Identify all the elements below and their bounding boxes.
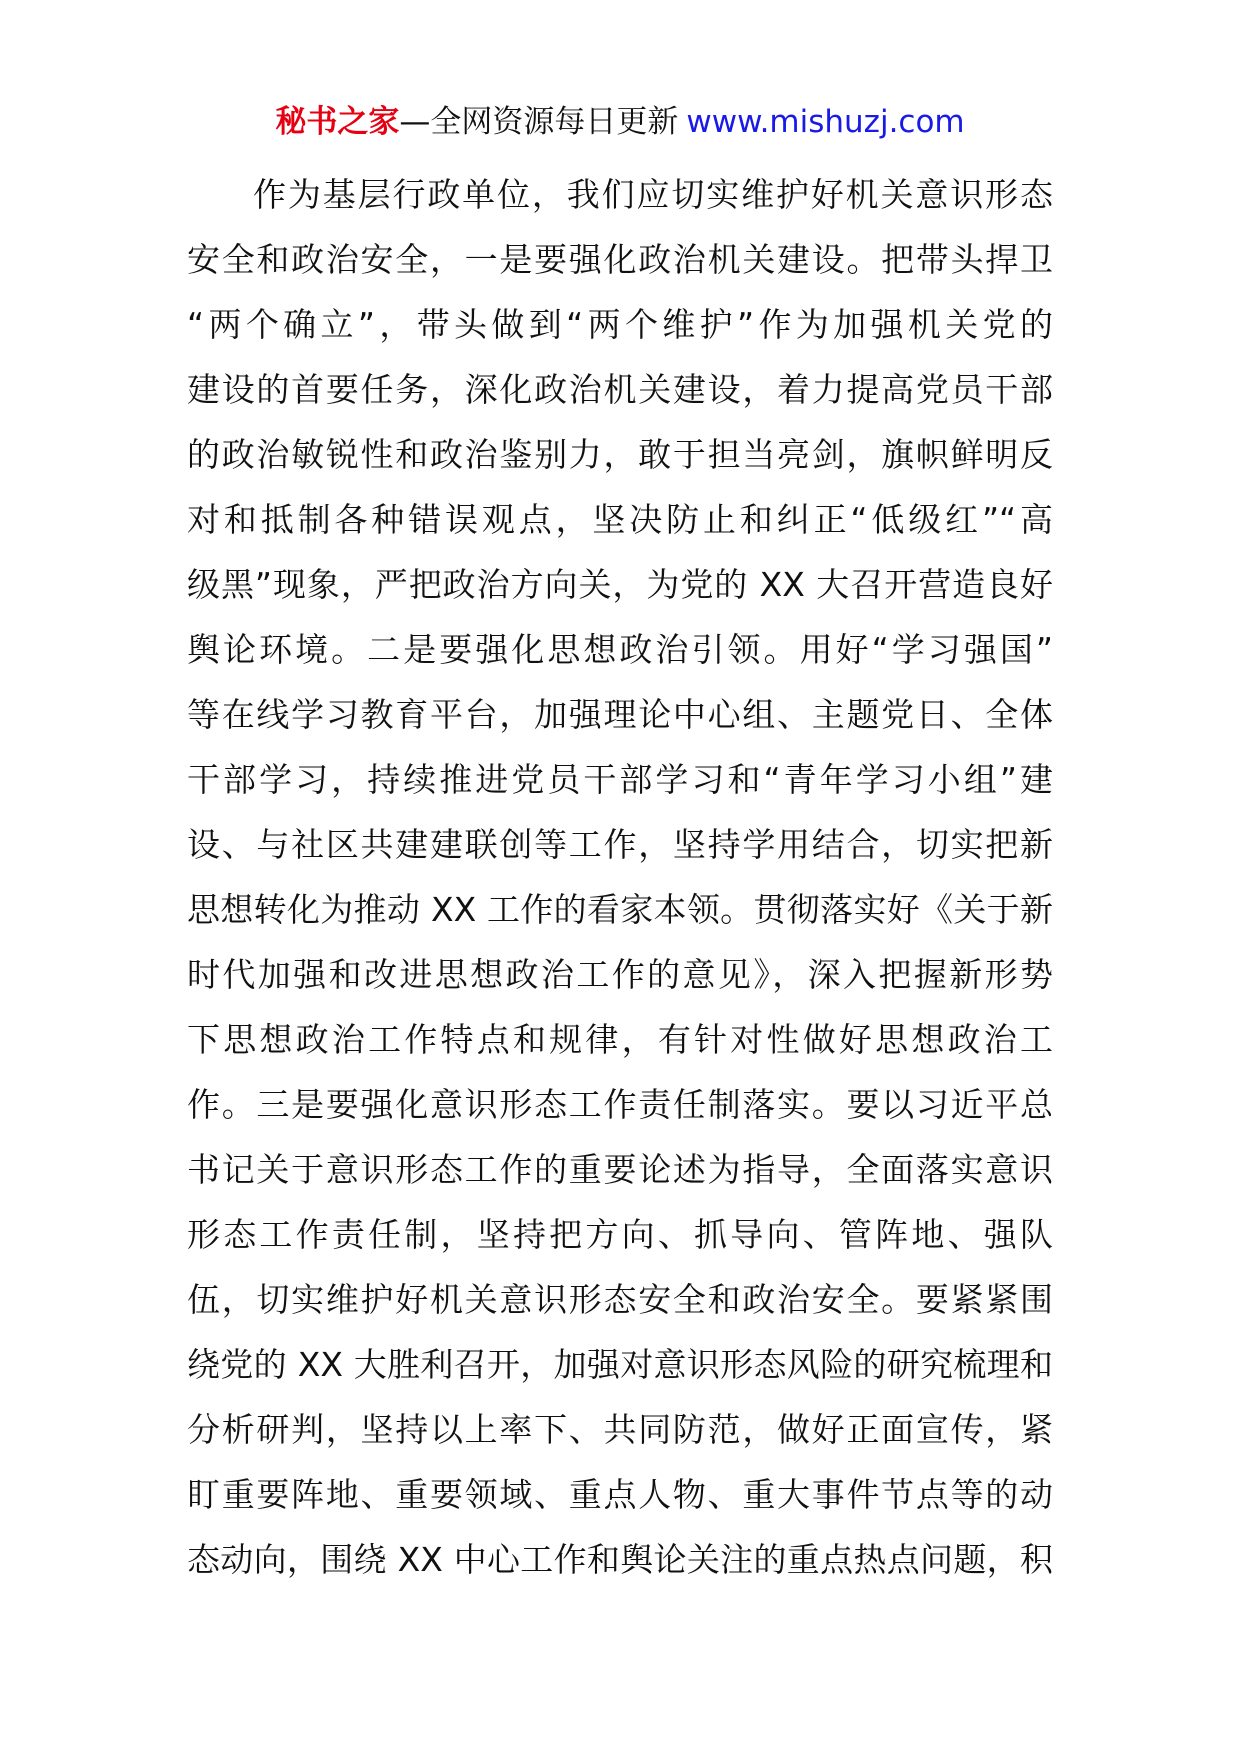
- paragraph-line-3: “两个确立”，带头做到“两个维护”作为加强机关党的: [187, 305, 1053, 344]
- paragraph-line-11: 设、与社区共建建联创等工作，坚持学用结合，切实把新: [187, 825, 1053, 864]
- document-body: [187, 162, 1053, 1592]
- paragraph-line-7: 级黑”现象，严把政治方向关，为党的 XX 大召开营造良好: [187, 565, 1053, 604]
- paragraph-line-15: 作。三是要强化意识形态工作责任制落实。要以习近平总: [187, 1085, 1053, 1124]
- paragraph-line-18: 伍，切实维护好机关意识形态安全和政治安全。要紧紧围: [187, 1280, 1053, 1319]
- paragraph-line-13: 时代加强和改进思想政治工作的意见》，深入把握新形势: [187, 955, 1053, 994]
- paragraph-line-20: 分析研判，坚持以上率下、共同防范，做好正面宣传，紧: [187, 1410, 1053, 1449]
- paragraph-line-17: 形态工作责任制，坚持把方向、抓导向、管阵地、强队: [187, 1215, 1053, 1254]
- header-slogan: —全网资源每日更新: [399, 104, 679, 140]
- paragraph-line-6: 对和抵制各种错误观点，坚决防止和纠正“低级红”“高: [187, 500, 1053, 539]
- paragraph-line-4: 建设的首要任务，深化政治机关建设，着力提高党员干部: [187, 370, 1053, 409]
- paragraph-line-22: 态动向，围绕 XX 中心工作和舆论关注的重点热点问题，积: [187, 1540, 1053, 1579]
- paragraph-line-14: 下思想政治工作特点和规律，有针对性做好思想政治工: [187, 1020, 1053, 1059]
- paragraph-line-8: 舆论环境。二是要强化思想政治引领。用好“学习强国”: [187, 630, 1053, 669]
- paragraph-line-1: 作为基层行政单位，我们应切实维护好机关意识形态: [253, 175, 1053, 214]
- paragraph-line-16: 书记关于意识形态工作的重要论述为指导，全面落实意识: [187, 1150, 1053, 1189]
- paragraph-line-5: 的政治敏锐性和政治鉴别力，敢于担当亮剑，旗帜鲜明反: [187, 435, 1053, 474]
- brand-name: 秘书之家: [275, 104, 400, 140]
- watermark-header: [0, 100, 1240, 144]
- paragraph-line-19: 绕党的 XX 大胜利召开，加强对意识形态风险的研究梳理和: [187, 1345, 1053, 1384]
- paragraph-line-12: 思想转化为推动 XX 工作的看家本领。贯彻落实好《关于新: [187, 890, 1053, 929]
- paragraph-line-10: 干部学习，持续推进党员干部学习和“青年学习小组”建: [187, 760, 1053, 799]
- paragraph-line-21: 盯重要阵地、重要领域、重点人物、重大事件节点等的动: [187, 1475, 1053, 1514]
- paragraph-line-9: 等在线学习教育平台，加强理论中心组、主题党日、全体: [187, 695, 1053, 734]
- paragraph-line-2: 安全和政治安全，一是要强化政治机关建设。把带头捍卫: [187, 240, 1053, 279]
- site-url-link[interactable]: www.mishuzj.com: [686, 104, 965, 140]
